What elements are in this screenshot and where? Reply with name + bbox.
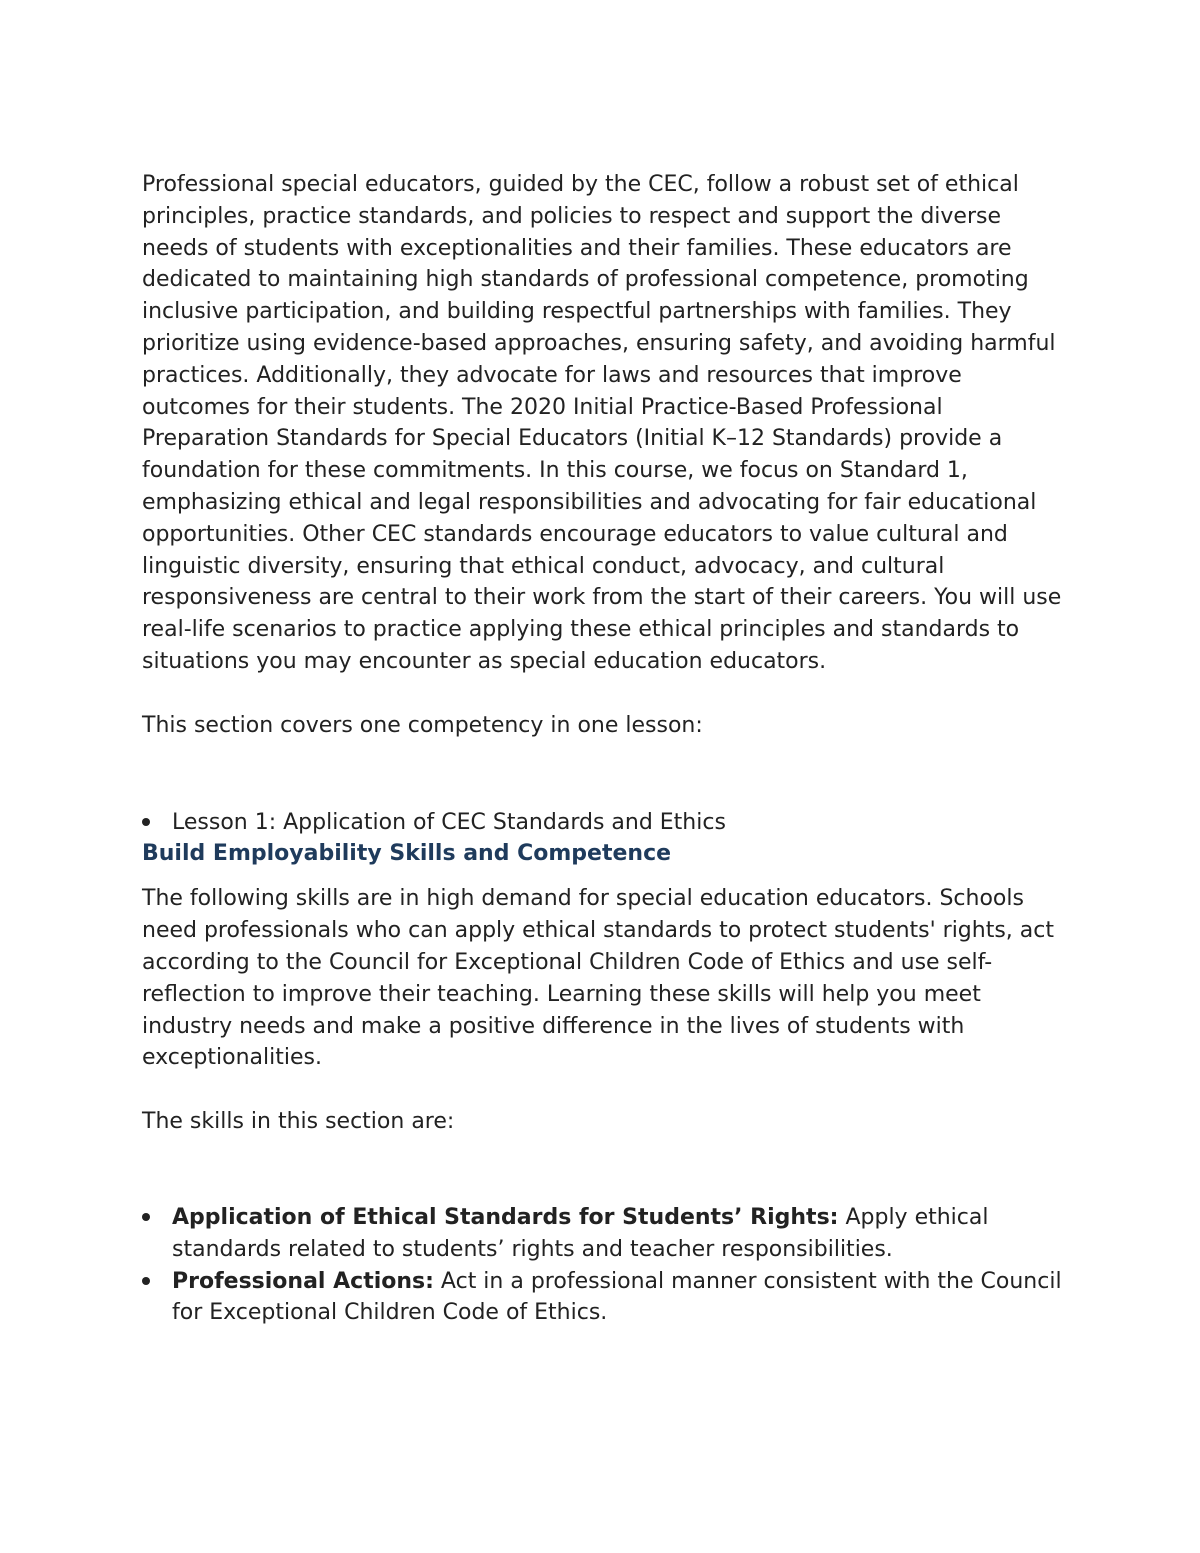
- skill-description: Act in a professional manner consistent with the Council for Exceptional Children Code of Ethics.: [172, 1268, 1062, 1326]
- skill-title: Professional Actions:: [172, 1268, 434, 1294]
- list-item-lesson-1: Lesson 1: Application of CEC Standards and Ethics: [142, 807, 1072, 839]
- lesson-list: [142, 807, 1072, 839]
- list-item-skill-ethical-standards: [142, 1202, 1072, 1266]
- skills-list-intro: The skills in this section are:: [142, 1109, 455, 1135]
- section-heading: Build Employability Skills and Competence: [142, 841, 672, 867]
- skills-list: [142, 1202, 1072, 1329]
- list-item-skill-professional-actions: [142, 1266, 1072, 1330]
- skill-title: Application of Ethical Standards for Students’ Rights:: [172, 1204, 839, 1230]
- document-page: [142, 169, 1072, 1329]
- skill-description: Apply ethical standards related to students’ rights and teacher responsibilities.: [172, 1204, 989, 1262]
- covers-statement: This section covers one competency in one lesson:: [142, 712, 703, 738]
- skills-intro-paragraph: The following skills are in high demand for special education educators. Schools need professionals who can apply ethical standards to protect students' rights, act according to the Council for Exceptional Children Code of Ethics and use self-reflection to improve their teaching. Learning these skills will help you meet industry needs and make a positive difference in the lives of students with exceptionalities.: [142, 886, 1054, 1071]
- intro-paragraph: Professional special educators, guided by the CEC, follow a robust set of ethical principles, practice standards, and policies to respect and support the diverse needs of students with exceptionalities and their families. These educators are dedicated to maintaining high standards of professional competence, promoting inclusive participation, and building respectful partnerships with families. They prioritize using evidence-based approaches, ensuring safety, and avoiding harmful practices. Additionally, they advocate for laws and resources that improve outcomes for their students. The 2020 Initial Practice-Based Professional Preparation Standards for Special Educators (Initial K–12 Standards) provide a foundation for these commitments. In this course, we focus on Standard 1, emphasizing ethical and legal responsibilities and advocating for fair educational opportunities. Other CEC standards encourage educators to value cultural and linguistic diversity, ensuring that ethical conduct, advocacy, and cultural responsiveness are central to their work from the start of their careers. You will use real-life scenarios to practice applying these ethical principles and standards to situations you may encounter as special education educators.: [142, 172, 1062, 674]
